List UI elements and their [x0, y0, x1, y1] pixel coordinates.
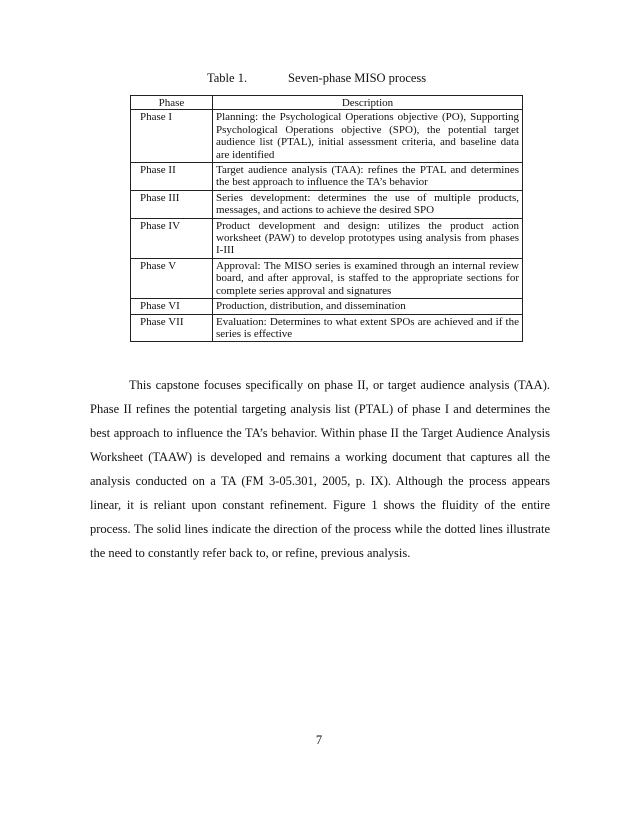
description-cell: Target audience analysis (TAA): refines the PTAL and determines the best approach to influence the TA’s behavior [213, 163, 523, 191]
description-cell: Planning: the Psychological Operations objective (PO), Supporting Psychological Operations objective (SPO), the potential target audience list (PTAL), initial assessment criteria, and baseline data are identified [213, 110, 523, 163]
phase-cell: Phase V [131, 258, 213, 298]
table-row [131, 299, 523, 314]
table-row [131, 314, 523, 342]
phase-cell: Phase IV [131, 218, 213, 258]
table-row [131, 163, 523, 191]
description-cell: Series development: determines the use of multiple products, messages, and actions to achieve the desired SPO [213, 190, 523, 218]
table-header-row [131, 96, 523, 110]
description-cell: Production, distribution, and dissemination [213, 299, 523, 314]
body-text [90, 373, 550, 565]
table-row [131, 110, 523, 163]
table-caption-number: Table 1. [207, 71, 248, 85]
column-header-phase: Phase [131, 96, 213, 110]
table-row [131, 190, 523, 218]
description-cell: Product development and design: utilizes the product action worksheet (PAW) to develop prototypes using analysis from phases I-III [213, 218, 523, 258]
phase-cell: Phase VII [131, 314, 213, 342]
phase-cell: Phase I [131, 110, 213, 163]
phase-cell: Phase II [131, 163, 213, 191]
table-row [131, 218, 523, 258]
phase-cell: Phase III [131, 190, 213, 218]
column-header-description: Description [213, 96, 523, 110]
table-row [131, 258, 523, 298]
phase-cell: Phase VI [131, 299, 213, 314]
description-cell: Evaluation: Determines to what extent SPOs are achieved and if the series is effective [213, 314, 523, 342]
miso-phase-table [130, 95, 523, 342]
page-number: 7 [315, 733, 323, 747]
table-caption-title: Seven-phase MISO process [288, 71, 427, 85]
description-cell: Approval: The MISO series is examined through an internal review board, and after approval, is staffed to the appropriate sections for complete series approval and signatures [213, 258, 523, 298]
body-paragraph: This capstone focuses specifically on phase II, or target audience analysis (TAA). Phase II refines the potential targeting analysis list (PTAL) of phase I and determines the best approach to influence the TA’s behavior. Within phase II the Target Audience Analysis Worksheet (TAAW) is developed and remains a working document that captures all the analysis conducted on a TA (FM 3-05.301, 2005, p. IX). Although the process appears linear, it is reliant upon constant refinement. Figure 1 shows the fluidity of the entire process. The solid lines indicate the direction of the process while the dotted lines illustrate the need to constantly refer back to, or refine, previous analysis. [90, 378, 550, 560]
